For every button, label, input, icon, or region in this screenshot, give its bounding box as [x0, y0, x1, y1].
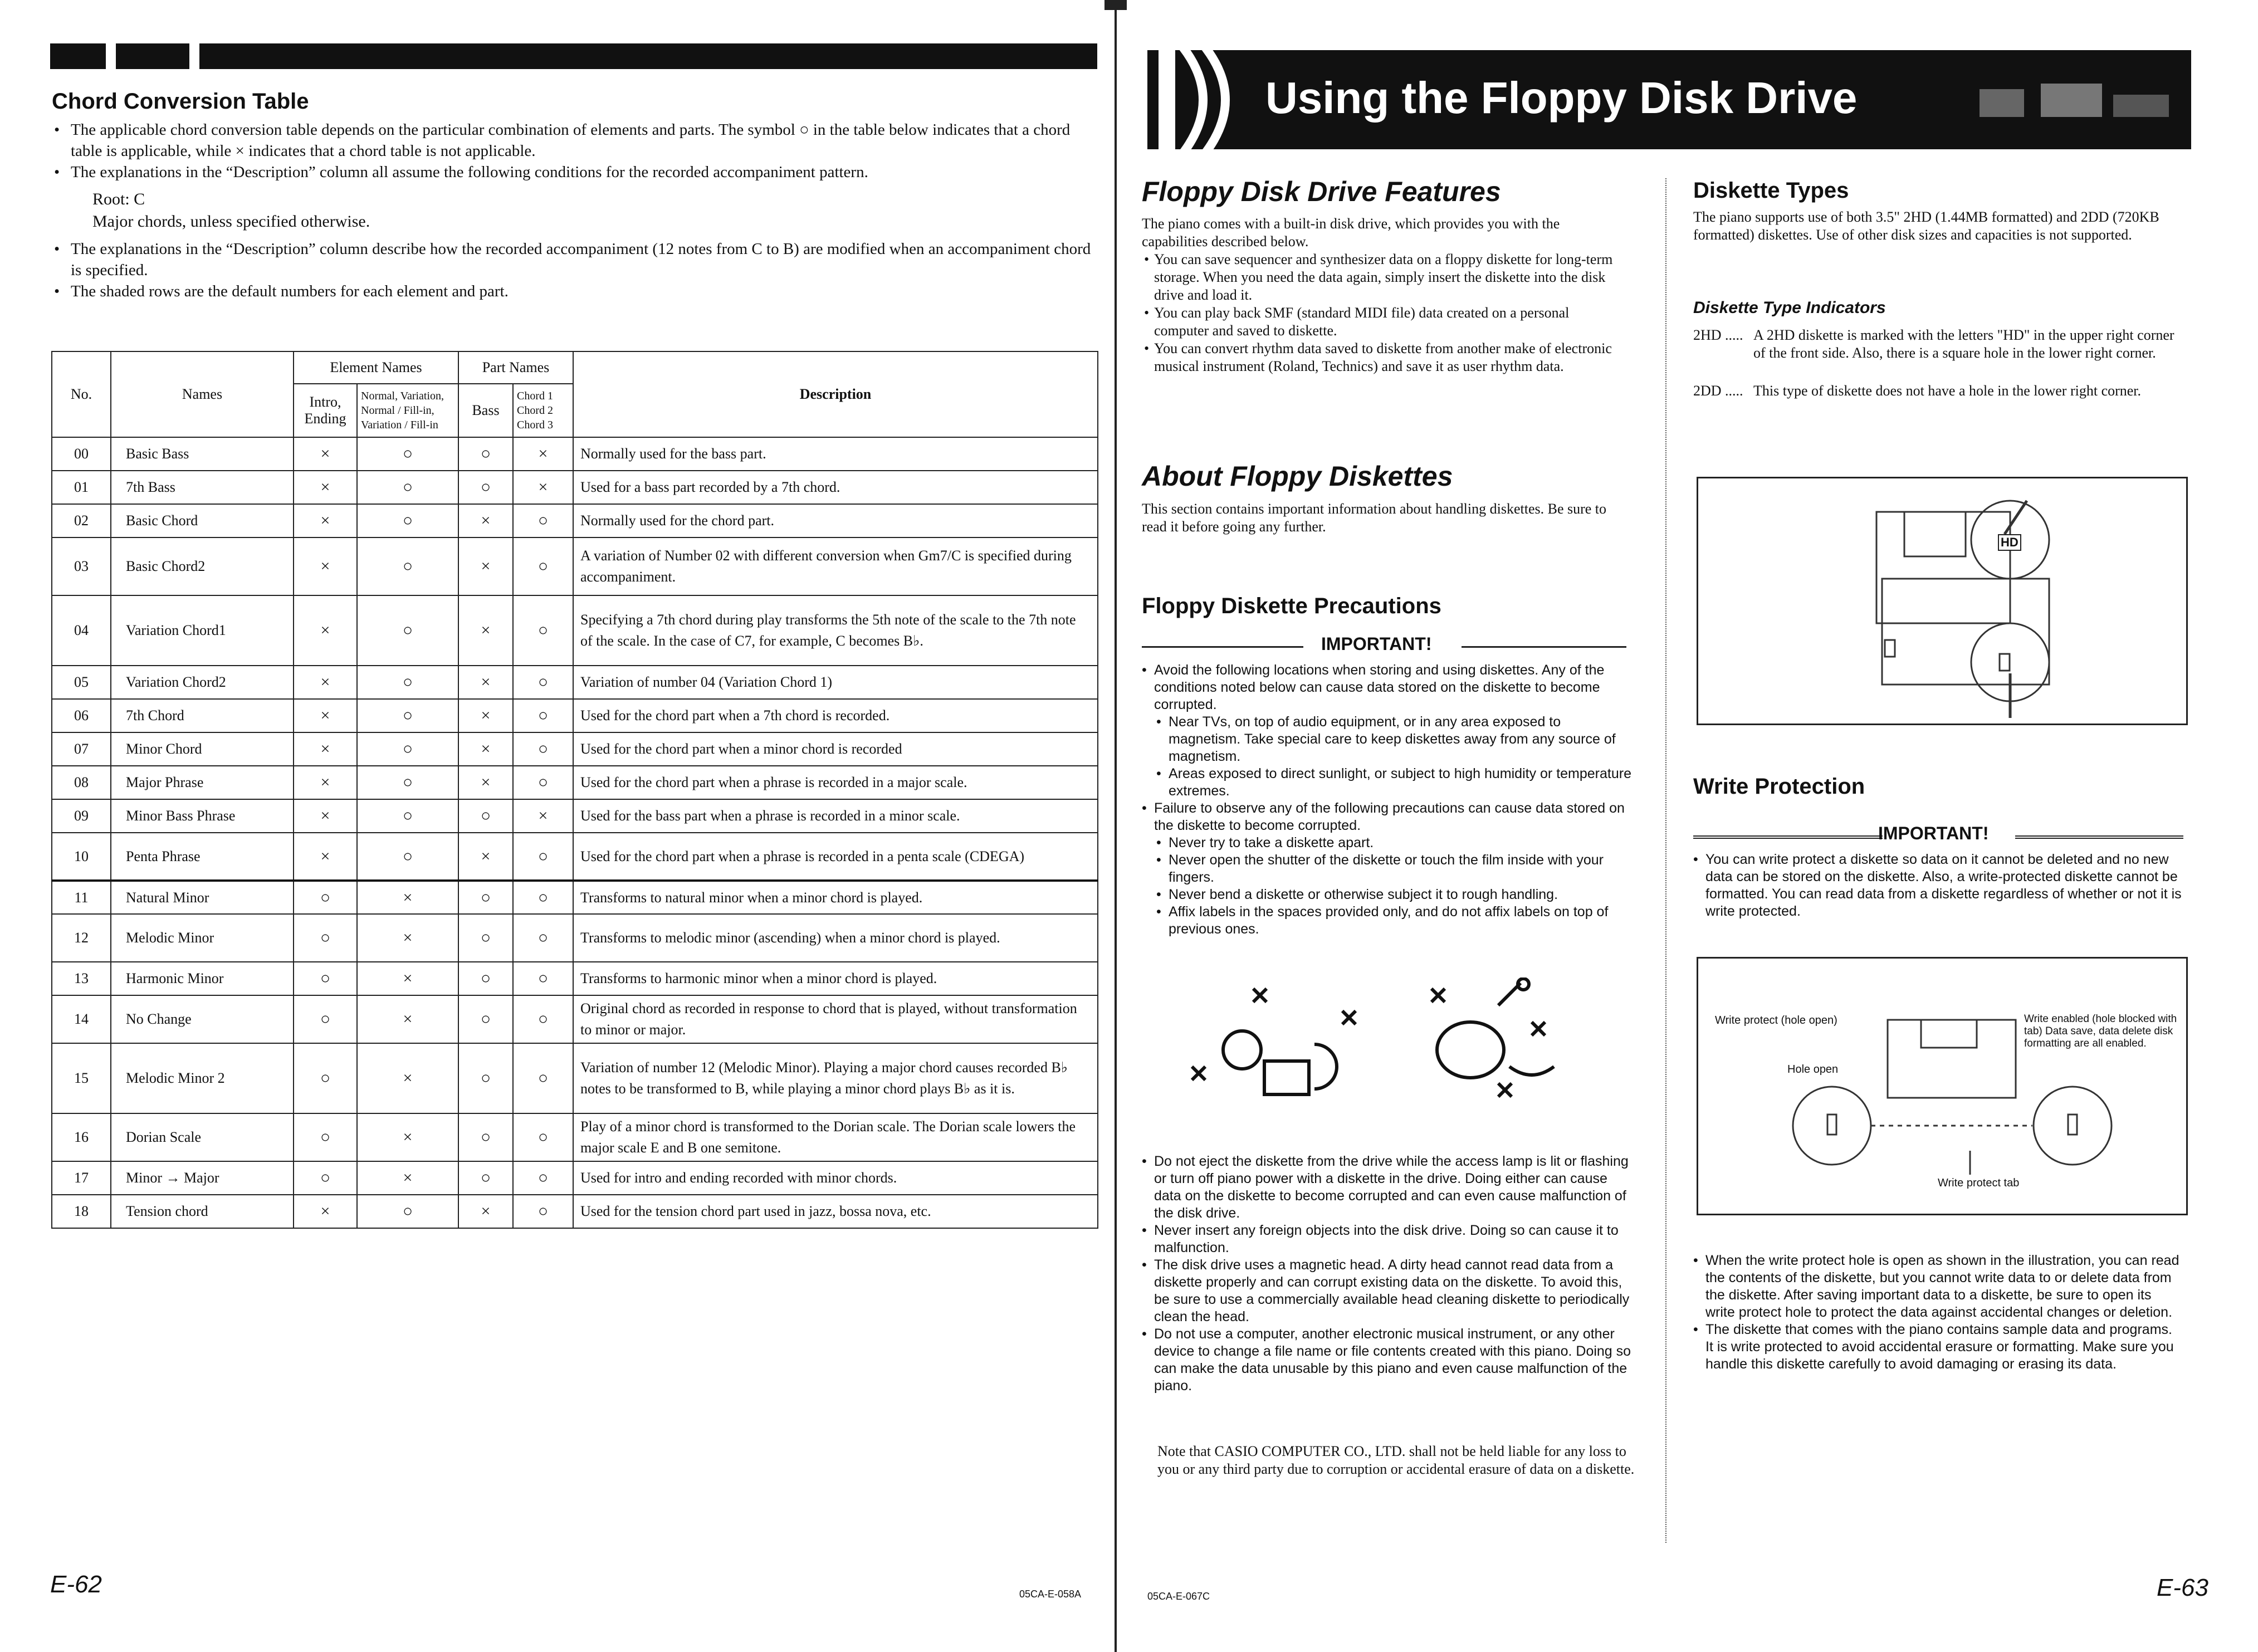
page-number-right: E-63	[2157, 1574, 2208, 1601]
row-intro: ○	[294, 1043, 357, 1113]
row-description: Used for the chord part when a minor chord is recorded	[573, 732, 1098, 766]
row-normal: ○	[357, 595, 458, 666]
row-chord: ○	[513, 699, 573, 732]
row-bass: ○	[458, 914, 513, 962]
indicator-2hd	[1693, 326, 2183, 362]
row-chord: ×	[513, 471, 573, 504]
doc-code: 05CA-E-058A	[1019, 1589, 1082, 1600]
row-chord: ×	[513, 437, 573, 471]
row-normal: ○	[357, 799, 458, 833]
table-row	[52, 666, 1098, 699]
table-row	[52, 699, 1098, 732]
hazard-illustration-icon	[1175, 977, 1621, 1139]
feature-item: • You can play back SMF (standard MIDI file) data created on a personal computer and saved to diskette.	[1142, 304, 1626, 340]
intro-list-2	[52, 238, 1102, 302]
fig-write-enabled: Write enabled (hole blocked with tab) Data save, data delete disk formatting are all enabled.	[2024, 1013, 2177, 1049]
row-bass: ○	[458, 962, 513, 995]
features-list	[1142, 251, 1626, 375]
table-row	[52, 732, 1098, 766]
row-number: 09	[52, 799, 111, 833]
row-name: No Change	[111, 995, 294, 1043]
row-description: Normally used for the chord part.	[573, 504, 1098, 537]
row-chord: ×	[513, 799, 573, 833]
row-bass: ×	[458, 699, 513, 732]
header-description: Description	[573, 351, 1098, 437]
row-name: 7th Bass	[111, 471, 294, 504]
row-normal: ×	[357, 962, 458, 995]
row-intro: ×	[294, 471, 357, 504]
row-bass: ○	[458, 799, 513, 833]
header-bass: Bass	[458, 384, 513, 437]
row-chord: ○	[513, 666, 573, 699]
rule-right	[1462, 646, 1626, 648]
header-element-names: Element Names	[294, 351, 458, 384]
precautions-block	[1142, 662, 1632, 938]
row-bass: ×	[458, 1195, 513, 1228]
row-name: Minor Bass Phrase	[111, 799, 294, 833]
row-normal: ×	[357, 995, 458, 1043]
types-text: The piano supports use of both 3.5" 2HD (1.44MB formatted) and 2DD (720KB formatted) diskettes. Use of other disk sizes and capacities is not supported.	[1693, 209, 2159, 243]
write-protection-notes	[1693, 1252, 2183, 1373]
header-no: No.	[52, 351, 111, 437]
row-bass: ○	[458, 881, 513, 914]
row-intro: ×	[294, 504, 357, 537]
row-intro: ○	[294, 1113, 357, 1161]
page-title: Using the Floppy Disk Drive	[1265, 73, 1858, 123]
row-bass: ○	[458, 1043, 513, 1113]
row-bass: ○	[458, 1161, 513, 1195]
indicator-2hd-label: 2HD .....	[1693, 327, 1743, 343]
about-text: This section contains important information about handling diskettes. Be sure to read it before going any further.	[1142, 501, 1607, 535]
row-intro: ○	[294, 1161, 357, 1195]
table-row	[52, 833, 1098, 881]
row-number: 05	[52, 666, 111, 699]
row-number: 12	[52, 914, 111, 962]
table-row	[52, 1161, 1098, 1195]
row-chord: ○	[513, 537, 573, 595]
header-normal: Normal, Variation, Normal / Fill-in, Variation / Fill-in	[357, 384, 458, 437]
indicator-2dd-label: 2DD .....	[1693, 383, 1743, 399]
page-number: E-62	[50, 1571, 102, 1598]
row-name: Basic Chord2	[111, 537, 294, 595]
row-bass: ○	[458, 995, 513, 1043]
precaution-sub-item: • Affix labels in the spaces provided only, and do not affix labels on top of previous ones.	[1156, 904, 1609, 937]
row-description: Used for a bass part recorded by a 7th chord.	[573, 471, 1098, 504]
row-chord: ○	[513, 1161, 573, 1195]
table-row	[52, 537, 1098, 595]
fig-write-protect-tab: Write protect tab	[1938, 1177, 2020, 1189]
indicator-2hd-text: A 2HD diskette is marked with the letters "HD" in the upper right corner of the front side. Also, there is a square hole in the lower right corner.	[1753, 327, 2174, 361]
row-description: Used for the chord part when a phrase is recorded in a penta scale (CDEGA)	[573, 833, 1098, 881]
row-number: 01	[52, 471, 111, 504]
row-bass: ×	[458, 833, 513, 881]
write-protect-figure	[1697, 957, 2188, 1215]
row-normal: ○	[357, 699, 458, 732]
feature-item: • You can convert rhythm data saved to diskette from another make of electronic musical instrument (Roland, Technics) and save it as user rhythm data.	[1142, 340, 1626, 375]
diskette-type-figure	[1697, 477, 2188, 725]
row-number: 14	[52, 995, 111, 1043]
row-description: Used for the chord part when a phrase is recorded in a major scale.	[573, 766, 1098, 799]
row-bass: ○	[458, 1113, 513, 1161]
row-description: A variation of Number 02 with different conversion when Gm7/C is specified during accompaniment.	[573, 537, 1098, 595]
root-line: Root: C	[92, 190, 145, 208]
intro-bullet: • The explanations in the “Description” column describe how the recorded accompaniment (12 notes from C to B) are modified when an accompaniment chord is specified.	[52, 238, 1102, 281]
row-chord: ○	[513, 995, 573, 1043]
precaution-sub-item: • Never try to take a diskette apart.	[1156, 835, 1374, 851]
row-name: Minor → Major	[111, 1161, 294, 1195]
precaution-sub-item: • Near TVs, on top of audio equipment, or in any area exposed to magnetism. Take special care to keep diskettes away from any source of magnetism.	[1156, 714, 1616, 764]
row-name: Basic Chord	[111, 504, 294, 537]
row-number: 03	[52, 537, 111, 595]
table-row	[52, 595, 1098, 666]
row-bass: ×	[458, 537, 513, 595]
table-row	[52, 799, 1098, 833]
row-normal: ×	[357, 881, 458, 914]
write-protection-heading: Write Protection	[1693, 774, 1865, 799]
row-number: 07	[52, 732, 111, 766]
intro-list	[52, 119, 1102, 183]
intro-bullet: • The shaded rows are the default numbers for each element and part.	[52, 281, 1102, 302]
intro-bullet: • The applicable chord conversion table depends on the particular combination of elements and parts. The symbol ○ in the table below indicates that a chord table is applicable, while × indicates that a chord table is not applicable.	[52, 119, 1102, 162]
fig-write-protect-open: Write protect (hole open)	[1715, 1014, 1837, 1027]
features-heading: Floppy Disk Drive Features	[1142, 176, 1501, 207]
intro-bullet: • The explanations in the “Description” column all assume the following conditions for the recorded accompaniment pattern.	[52, 162, 1102, 183]
row-name: Dorian Scale	[111, 1113, 294, 1161]
row-description: Used for intro and ending recorded with minor chords.	[573, 1161, 1098, 1195]
header-chords: Chord 1 Chord 2 Chord 3	[513, 384, 573, 437]
row-normal: ○	[357, 437, 458, 471]
row-normal: ×	[357, 914, 458, 962]
liability-note: Note that CASIO COMPUTER CO., LTD. shall not be held liable for any loss to you or any third party due to corruption or accidental erasure of data on a diskette.	[1157, 1443, 1635, 1477]
row-chord: ○	[513, 1113, 573, 1161]
types-heading: Diskette Types	[1693, 178, 1849, 203]
row-bass: ×	[458, 732, 513, 766]
decorative-graphic-icon	[1974, 50, 2186, 149]
row-name: 7th Chord	[111, 699, 294, 732]
row-number: 04	[52, 595, 111, 666]
bracket-icon	[1159, 50, 1175, 149]
row-chord: ○	[513, 914, 573, 962]
row-description: Original chord as recorded in response to chord that is played, without transformation to minor or major.	[573, 995, 1098, 1043]
table-row	[52, 881, 1098, 914]
row-name: Minor Chord	[111, 732, 294, 766]
row-description: Transforms to melodic minor (ascending) when a minor chord is played.	[573, 914, 1098, 962]
row-intro: ×	[294, 799, 357, 833]
rule-left	[1142, 646, 1303, 648]
row-chord: ○	[513, 833, 573, 881]
row-chord: ○	[513, 962, 573, 995]
table-row	[52, 437, 1098, 471]
row-chord: ○	[513, 881, 573, 914]
row-number: 08	[52, 766, 111, 799]
row-number: 18	[52, 1195, 111, 1228]
precaution-item: • Do not eject the diskette from the drive while the access lamp is lit or flashing or turn off piano power with a diskette in the drive. Doing either can cause data on the diskette to become corrupted and can even cause malfunction of the disk drive.	[1142, 1154, 1629, 1221]
row-intro: ○	[294, 995, 357, 1043]
row-intro: ×	[294, 732, 357, 766]
row-normal: ○	[357, 471, 458, 504]
row-description: Specifying a 7th chord during play transforms the 5th note of the scale to the 7th note of the scale. In the case of C7, for example, C becomes B♭.	[573, 595, 1098, 666]
row-intro: ○	[294, 962, 357, 995]
precaution-item: • Do not use a computer, another electronic musical instrument, or any other device to change a file name or file contents created with this piano. Doing so can make the data unusable by this piano and even cause malfunction of the piano.	[1142, 1326, 1631, 1394]
row-intro: ×	[294, 699, 357, 732]
row-number: 00	[52, 437, 111, 471]
row-name: Tension chord	[111, 1195, 294, 1228]
row-normal: ○	[357, 1195, 458, 1228]
row-description: Transforms to harmonic minor when a minor chord is played.	[573, 962, 1098, 995]
spine-cap	[1104, 0, 1127, 10]
row-bass: ○	[458, 471, 513, 504]
row-normal: ○	[357, 537, 458, 595]
table-row	[52, 962, 1098, 995]
row-chord: ○	[513, 504, 573, 537]
important-label-2: IMPORTANT!	[1878, 823, 1989, 843]
row-normal: ○	[357, 504, 458, 537]
precaution-sub-item: • Never open the shutter of the diskette or touch the film inside with your fingers.	[1156, 852, 1604, 885]
table-row	[52, 471, 1098, 504]
hd-mark: HD	[1998, 534, 2021, 551]
diskette-drawing-icon	[1698, 478, 2186, 724]
row-normal: ×	[357, 1113, 458, 1161]
doc-code-right: 05CA-E-067C	[1147, 1591, 1210, 1602]
precaution-sub-item: • Areas exposed to direct sunlight, or subject to high humidity or temperature extremes.	[1156, 766, 1631, 799]
major-line: Major chords, unless specified otherwise.	[92, 212, 370, 231]
write-protect-drawing-icon	[1698, 959, 2186, 1214]
row-normal: ○	[357, 833, 458, 881]
indicator-2dd	[1693, 382, 2183, 400]
table-row	[52, 766, 1098, 799]
table-row	[52, 504, 1098, 537]
row-number: 13	[52, 962, 111, 995]
write-note-item: • The diskette that comes with the piano contains sample data and programs. It is write protected to avoid accidental erasure or formatting. Make sure you handle this diskette carefully to avoid damaging or erasing its data.	[1693, 1322, 2174, 1372]
row-number: 06	[52, 699, 111, 732]
about-heading: About Floppy Diskettes	[1142, 461, 1453, 492]
row-name: Melodic Minor	[111, 914, 294, 962]
table-row	[52, 1195, 1098, 1228]
row-intro: ×	[294, 833, 357, 881]
row-intro: ×	[294, 595, 357, 666]
row-chord: ○	[513, 1195, 573, 1228]
row-description: Used for the bass part when a phrase is recorded in a minor scale.	[573, 799, 1098, 833]
column-divider	[1665, 178, 1666, 1543]
row-chord: ○	[513, 766, 573, 799]
precaution-sub-item: • Never bend a diskette or otherwise subject it to rough handling.	[1156, 887, 1558, 902]
header-names: Names	[111, 351, 294, 437]
row-name: Natural Minor	[111, 881, 294, 914]
row-description: Normally used for the bass part.	[573, 437, 1098, 471]
row-bass: ○	[458, 437, 513, 471]
header-part-names: Part Names	[458, 351, 573, 384]
features-intro: The piano comes with a built-in disk drive, which provides you with the capabilities described below.	[1142, 216, 1560, 250]
write-protection-important-text: • You can write protect a diskette so data on it cannot be deleted and no new data can be stored on the diskette. Also, a write-protected diskette cannot be formatted. You can read data from a diskette regardless of whether or not it is write protected.	[1693, 852, 2182, 919]
row-description: Transforms to natural minor when a minor chord is played.	[573, 881, 1098, 914]
precaution-item: • Never insert any foreign objects into the disk drive. Doing so can cause it to malfunction.	[1142, 1223, 1619, 1255]
feature-item: • You can save sequencer and synthesizer data on a floppy diskette for long-term storage. When you need the data again, simply insert the diskette into the disk drive and load it.	[1142, 251, 1626, 304]
row-intro: ×	[294, 537, 357, 595]
row-name: Variation Chord2	[111, 666, 294, 699]
row-name: Penta Phrase	[111, 833, 294, 881]
row-bass: ×	[458, 504, 513, 537]
chord-conversion-table	[51, 351, 1098, 1229]
row-normal: ○	[357, 666, 458, 699]
row-name: Major Phrase	[111, 766, 294, 799]
indicator-2dd-text: This type of diskette does not have a hole in the lower right corner.	[1753, 383, 2142, 399]
table-row	[52, 1043, 1098, 1113]
row-chord: ○	[513, 732, 573, 766]
row-number: 11	[52, 881, 111, 914]
row-description: Variation of number 12 (Melodic Minor). Playing a major chord causes recorded B♭ notes to be transformed to B, while playing a minor chord plays B♭ as it is.	[573, 1043, 1098, 1113]
row-bass: ×	[458, 666, 513, 699]
row-description: Variation of number 04 (Variation Chord 1)	[573, 666, 1098, 699]
precaution-item: • Avoid the following locations when storing and using diskettes. Any of the conditions noted below can cause data stored on the diskette to become corrupted.	[1142, 662, 1605, 712]
important-label: IMPORTANT!	[1321, 634, 1432, 654]
row-intro: ○	[294, 914, 357, 962]
row-bass: ×	[458, 766, 513, 799]
precautions-block-2	[1142, 1153, 1632, 1395]
row-intro: ×	[294, 1195, 357, 1228]
page-spine	[1115, 0, 1117, 1652]
section-title: Chord Conversion Table	[52, 89, 309, 114]
row-bass: ×	[458, 595, 513, 666]
precaution-item: • The disk drive uses a magnetic head. A dirty head cannot read data from a diskette properly and can corrupt existing data on the diskette. To avoid this, be sure to use a commercially available head cleaning diskette to periodically clean the head.	[1142, 1257, 1630, 1324]
rule-right-2	[2015, 835, 2183, 839]
conditions-block	[92, 188, 370, 233]
precaution-item: • Failure to observe any of the following precautions can cause data stored on the diskette to become corrupted.	[1142, 800, 1625, 833]
row-description: Used for the tension chord part used in jazz, bossa nova, etc.	[573, 1195, 1098, 1228]
row-chord: ○	[513, 1043, 573, 1113]
row-number: 16	[52, 1113, 111, 1161]
row-number: 02	[52, 504, 111, 537]
row-description: Used for the chord part when a 7th chord is recorded.	[573, 699, 1098, 732]
row-chord: ○	[513, 595, 573, 666]
precautions-heading: Floppy Diskette Precautions	[1142, 594, 1441, 618]
row-normal: ×	[357, 1043, 458, 1113]
row-name: Variation Chord1	[111, 595, 294, 666]
row-description: Play of a minor chord is transformed to the Dorian scale. The Dorian scale lowers the major scale E and B one semitone.	[573, 1113, 1098, 1161]
indicators-heading: Diskette Type Indicators	[1693, 299, 1886, 317]
fig-hole-open: Hole open	[1787, 1063, 1839, 1076]
row-name: Harmonic Minor	[111, 962, 294, 995]
row-name: Melodic Minor 2	[111, 1043, 294, 1113]
table-row	[52, 995, 1098, 1043]
row-intro: ×	[294, 666, 357, 699]
table-row	[52, 914, 1098, 962]
row-normal: ×	[357, 1161, 458, 1195]
table-row	[52, 1113, 1098, 1161]
write-note-item: • When the write protect hole is open as shown in the illustration, you can read the contents of the diskette, but you cannot write data to or delete data from the diskette. After saving important data to a diskette, be sure to open its write protect hole to protect the data against accidental changes or deletion.	[1693, 1253, 2179, 1320]
row-intro: ×	[294, 766, 357, 799]
row-normal: ○	[357, 732, 458, 766]
row-intro: ×	[294, 437, 357, 471]
rule-left-2	[1693, 835, 1883, 839]
row-normal: ○	[357, 766, 458, 799]
row-number: 17	[52, 1161, 111, 1195]
header-intro: Intro, Ending	[294, 384, 357, 437]
header-bar	[50, 43, 1097, 69]
row-name: Basic Bass	[111, 437, 294, 471]
row-number: 10	[52, 833, 111, 881]
row-intro: ○	[294, 881, 357, 914]
row-number: 15	[52, 1043, 111, 1113]
